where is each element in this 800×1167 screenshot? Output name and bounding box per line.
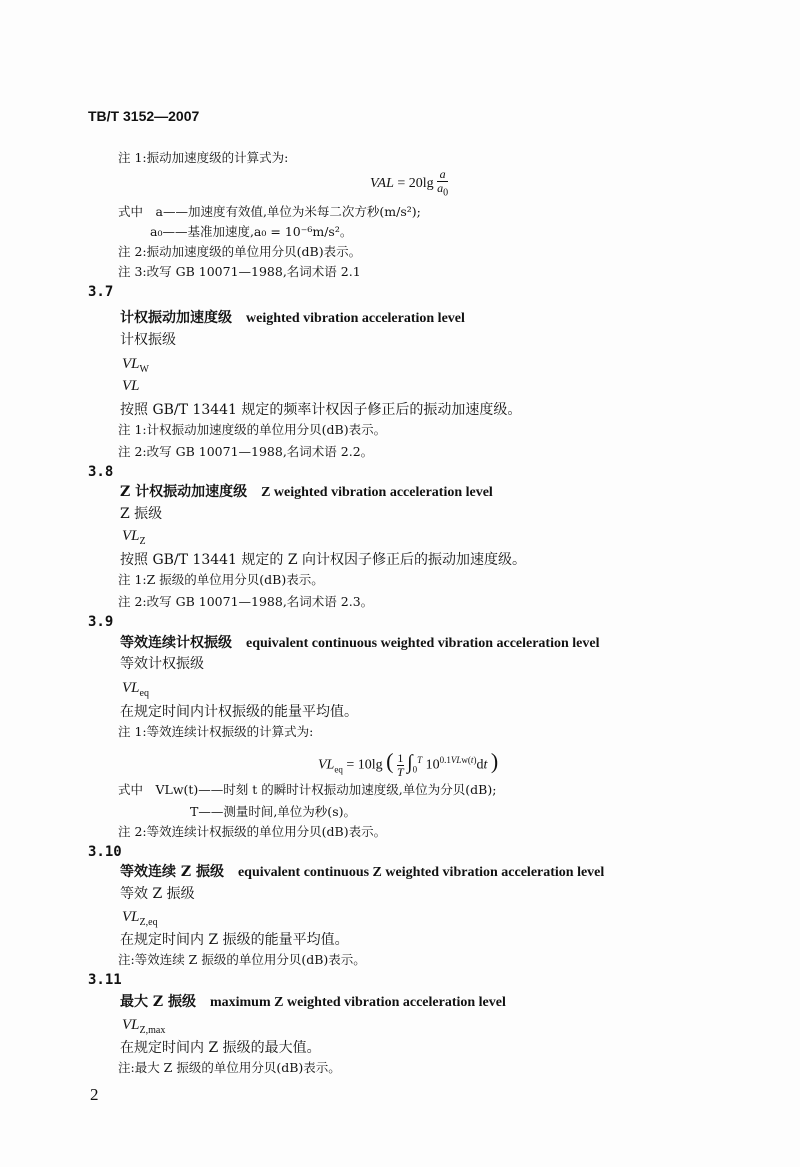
formula-where: T——测量时间,单位为秒(s)。 (190, 804, 356, 819)
term-symbol: $VL_Z$ (122, 528, 146, 547)
term-alt: 等效计权振级 (120, 656, 204, 672)
term-alt: 等效 Z 振级 (120, 886, 195, 902)
formula-where: 式中 a——加速度有效值,单位为米每二次方秒(m/s²); (118, 204, 421, 219)
term-symbol: $VL_{eq}$ (122, 680, 149, 699)
note: 注 2:振动加速度级的单位用分贝(dB)表示。 (118, 244, 362, 259)
term-symbol: $VL_{Z,eq}$ (122, 909, 158, 928)
term-definition: 在规定时间内计权振级的能量平均值。 (120, 704, 358, 720)
note: 注:等效连续 Z 振级的单位用分贝(dB)表示。 (118, 952, 366, 967)
page-number: 2 (90, 1085, 99, 1104)
term-definition: 按照 GB/T 13441 规定的频率计权因子修正后的振动加速度级。 (120, 402, 522, 418)
term-alt: Z 振级 (120, 506, 163, 522)
note: 注 1:Z 振级的单位用分贝(dB)表示。 (118, 572, 324, 587)
section-number: 3.10 (88, 844, 122, 860)
section-number: 3.11 (88, 972, 122, 988)
note: 注 2:改写 GB 10071—1988,名词术语 2.2。 (118, 444, 374, 459)
section-number: 3.9 (88, 614, 114, 630)
note: 注 3:改写 GB 10071—1988,名词术语 2.1 (118, 264, 361, 279)
note: 注 1:等效连续计权振级的计算式为: (118, 724, 314, 739)
note: 注 2:等效连续计权振级的单位用分贝(dB)表示。 (118, 824, 387, 839)
term-heading: 等效连续 Z 振级 equivalent continuous Z weighted vibration acceleration level (120, 864, 605, 880)
term-definition: 在规定时间内 Z 振级的最大值。 (120, 1040, 321, 1056)
formula-vleq: $VL_{eq} = 10\lg$ ( 1 T $\int_0^T$ $10^{0.1VLw(t)}dt$ ) (318, 748, 499, 779)
note: 注 2:改写 GB 10071—1988,名词术语 2.3。 (118, 594, 374, 609)
term-heading: 计权振动加速度级 weighted vibration acceleration level (120, 310, 465, 326)
term-symbol: $VL_{Z,max}$ (122, 1017, 166, 1036)
formula-where: 式中 VLw(t)——时刻 t 的瞬时计权振动加速度级,单位为分贝(dB); (118, 782, 497, 797)
note: 注 1:计权振动加速度级的单位用分贝(dB)表示。 (118, 422, 387, 437)
term-alt: 计权振级 (120, 332, 176, 348)
formula-val: VAL = $20\lg \frac{a}{a_0}$ (370, 167, 449, 199)
standard-header: TB/T 3152—2007 (88, 108, 200, 124)
note: 注:最大 Z 振级的单位用分贝(dB)表示。 (118, 1060, 341, 1075)
note: 注 1:振动加速度级的计算式为: (118, 150, 289, 165)
term-heading: 最大 Z 振级 maximum Z weighted vibration acceleration level (120, 994, 506, 1010)
term-heading: 等效连续计权振级 equivalent continuous weighted vibration acceleration level (120, 635, 600, 651)
term-definition: 按照 GB/T 13441 规定的 Z 向计权因子修正后的振动加速度级。 (120, 552, 527, 568)
section-number: 3.8 (88, 464, 114, 480)
formula-where: a₀——基准加速度,a₀ = 10⁻⁶m/s²。 (150, 224, 353, 239)
term-symbol: $VL_W$ (122, 356, 149, 375)
term-symbol: VL (122, 378, 140, 394)
section-number: 3.7 (88, 284, 114, 300)
term-heading: Z 计权振动加速度级 Z weighted vibration acceleration level (120, 484, 493, 500)
term-definition: 在规定时间内 Z 振级的能量平均值。 (120, 932, 349, 948)
